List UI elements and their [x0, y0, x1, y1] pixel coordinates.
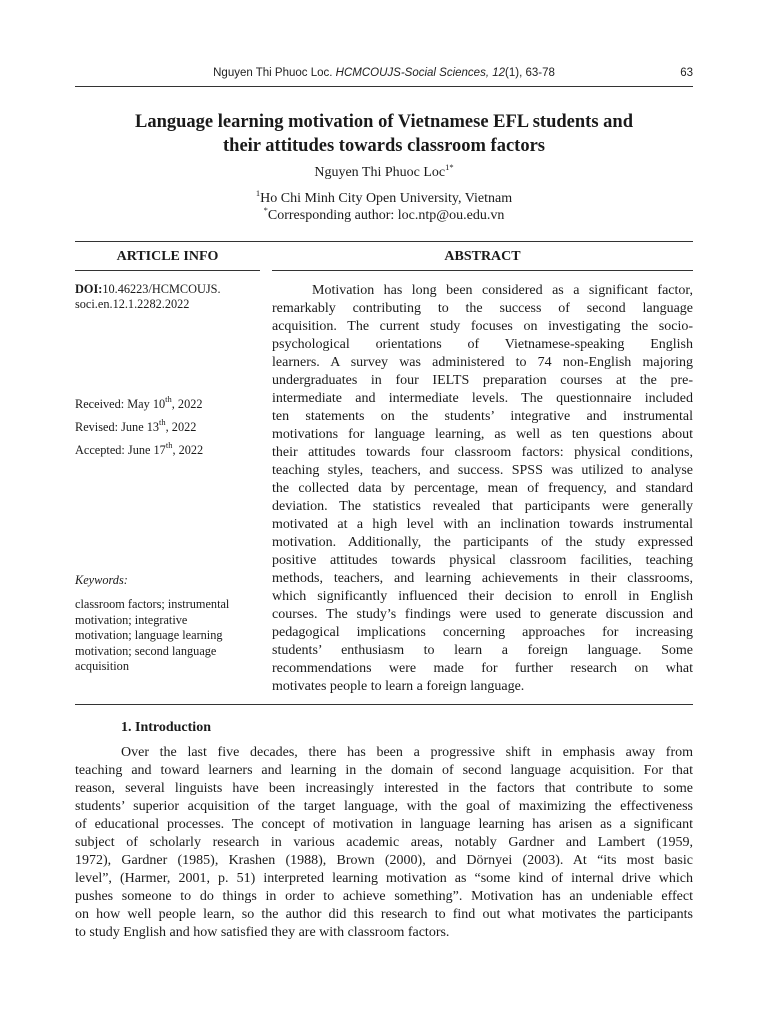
- revised-prefix: Revised: June 13: [75, 420, 160, 434]
- abstract-line: teaching styles, teachers, and success. SPSS was utilized to analyse: [272, 463, 693, 478]
- keywords-line: motivation; second language: [75, 644, 217, 658]
- article-info-heading: ARTICLE INFO: [116, 249, 219, 264]
- body-line: students’ superior acquisition of the target language, with the goal of maximizing the effectiveness: [75, 799, 693, 814]
- author-marks: 1*: [445, 162, 454, 172]
- abstract-line: motivated at a high level with an inclination towards instrumental: [272, 517, 693, 532]
- abstract-line: methods, teachers, and learning achievements in their classrooms,: [272, 571, 693, 586]
- abstract-line: ten statements on the students’ integrative and instrumental: [272, 409, 693, 424]
- abstract-line: motivations for language learning, as well as ten questions about: [272, 427, 693, 442]
- received-date: [75, 394, 203, 412]
- abstract-line: deviation. The statistics revealed that participants were generally: [272, 499, 693, 514]
- body-line: on how well people learn, so the author did this research to find out what motivates the participants: [75, 907, 693, 922]
- abstract-line: psychological orientations of Vietnamese-speaking English: [272, 337, 693, 352]
- header-rule: [75, 86, 693, 87]
- running-issue: (1), 63-78: [505, 67, 555, 79]
- abstract-heading: ABSTRACT: [444, 249, 521, 264]
- body-line: of educational processes. The concept of motivation in language learning has arisen as a significant: [75, 817, 693, 832]
- keywords-line: motivation; language learning: [75, 628, 223, 642]
- accepted-date: [75, 440, 204, 458]
- keywords-label: Keywords:: [75, 573, 128, 587]
- page-number: 63: [680, 67, 693, 79]
- abstract-line: Motivation has long been considered as a significant factor,: [312, 283, 693, 298]
- revised-sup: th: [159, 417, 166, 427]
- author-line: [75, 162, 693, 181]
- received-suffix: , 2022: [171, 397, 203, 411]
- body-line: level”, (Harmer, 2001, p. 51) interpreted learning motivation as “some kind of internal drive which: [75, 871, 693, 886]
- body-line: reason, several linguists have been increasingly interested in the factors that contribute to some: [75, 781, 693, 796]
- accepted-suffix: , 2022: [172, 443, 204, 457]
- running-header: [75, 67, 693, 81]
- received-prefix: Received: May 10: [75, 397, 166, 411]
- running-citation: [75, 67, 693, 79]
- revised-suffix: , 2022: [165, 420, 197, 434]
- corresponding-text: Corresponding author: loc.ntp@ou.edu.vn: [267, 208, 505, 223]
- keywords-line: acquisition: [75, 659, 129, 673]
- box-top-rule: [75, 241, 693, 242]
- body-line: subject of scholarly research in various academic areas, notably Gardner and Lambert (1959,: [75, 835, 693, 850]
- keywords-line: classroom factors; instrumental: [75, 597, 230, 611]
- corresponding-mark: *: [263, 205, 268, 215]
- abstract-line: undergraduates in four IELTS preparation courses at the pre-: [272, 373, 693, 388]
- accepted-sup: th: [165, 440, 173, 450]
- abstract-line: the collected data by percentage, mean of frequency, and standard: [272, 481, 693, 496]
- abstract-line: which significantly influenced their decision to enroll in English: [272, 589, 693, 604]
- abstract-line: pedagogical implications concerning approaches for increasing: [272, 625, 693, 640]
- affiliation-line: [75, 188, 693, 207]
- affiliation-text: Ho Chi Minh City Open University, Vietnam: [260, 191, 513, 206]
- info-heading-rule: [75, 270, 260, 271]
- abstract-line: positive attitudes towards physical classroom facilities, teaching: [272, 553, 693, 568]
- corresponding-line: [75, 205, 693, 224]
- title-line-2: their attitudes towards classroom factors: [223, 136, 545, 156]
- doi-line-1[interactable]: 10.46223/HCMCOUJS.: [102, 282, 221, 296]
- author-name: Nguyen Thi Phuoc Loc: [314, 165, 446, 180]
- abstract-line: students’ enthusiasm to learn a foreign language. Some: [272, 643, 693, 658]
- box-bottom-rule: [75, 704, 693, 705]
- abstract-line: acquisition. The current study focuses on investigating the socio-: [272, 319, 693, 334]
- body-line: Over the last five decades, there has been a progressive shift in emphasis away from: [121, 745, 693, 760]
- abstract-line: recommendations were made for further research on what: [272, 661, 693, 676]
- abstract-line: learners. A survey was administered to 74 non-English majoring: [272, 355, 693, 370]
- doi-line-2[interactable]: soci.en.12.1.2282.2022: [75, 297, 190, 311]
- running-journal: HCMCOUJS-Social Sciences, 12: [335, 67, 506, 79]
- abstract-line: courses. The study’s findings were used to generate discussion and: [272, 607, 693, 622]
- article-title: [75, 110, 693, 158]
- abstract-line: remarkably contributing to the success of second language: [272, 301, 693, 316]
- body-line: pushes someone to do things in order to achieve something”. Motivation has an undeniable effect: [75, 889, 693, 904]
- revised-date: [75, 417, 197, 435]
- body-line: teaching and toward learners and learning in the domain of second language acquisition. For that: [75, 763, 693, 778]
- title-line-1: Language learning motivation of Vietnamese EFL students and: [134, 112, 633, 132]
- keywords-line: motivation; integrative: [75, 613, 188, 627]
- accepted-prefix: Accepted: June 17: [75, 443, 166, 457]
- received-sup: th: [165, 394, 172, 404]
- affiliation-mark: 1: [255, 188, 261, 198]
- doi: [75, 282, 221, 297]
- doi-label: DOI:: [75, 282, 103, 296]
- abstract-line: motivation. Additionally, the participants of the study expressed: [272, 535, 693, 550]
- running-author: Nguyen Thi Phuoc Loc.: [213, 67, 336, 79]
- abstract-line: intermediate and intermediate levels. The questionnaire included: [272, 391, 693, 406]
- introduction-heading: 1. Introduction: [121, 720, 211, 735]
- abstract-line: their attitudes towards four classroom factors: physical conditions,: [272, 445, 693, 460]
- abstract-heading-rule: [272, 270, 693, 271]
- body-line: to study English and how satisfied they are with classroom factors.: [75, 925, 450, 940]
- abstract-line: motivates people to learn a foreign language.: [272, 679, 525, 694]
- body-line: 1972), Gardner (1985), Krashen (1988), Brown (2000), and Dörnyei (2003). At “its most basic: [75, 853, 693, 868]
